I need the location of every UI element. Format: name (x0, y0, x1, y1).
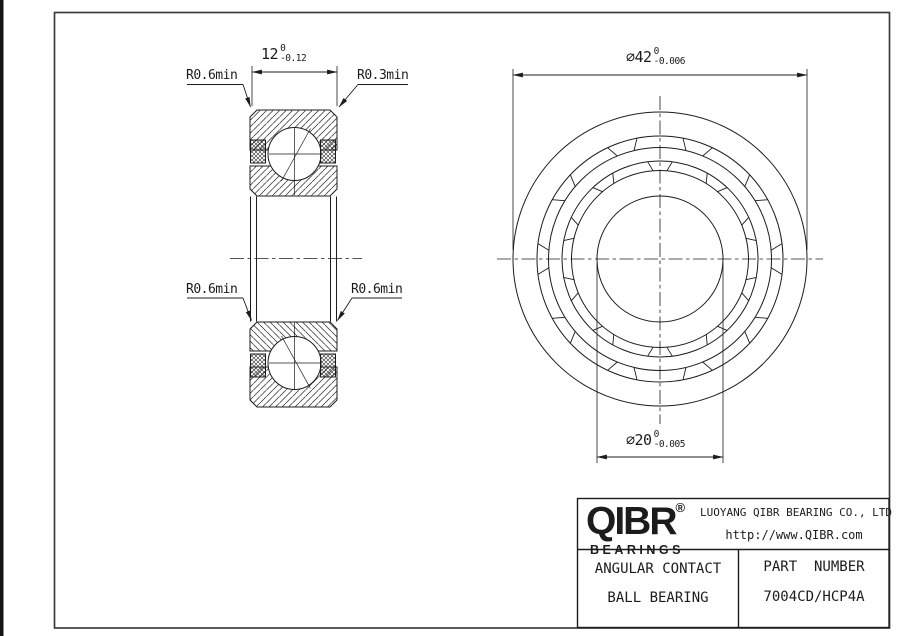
dimension-bore-lower: -0.005 (653, 439, 685, 451)
company-website: http://www.QIBR.com (725, 528, 863, 542)
dimension-width (261, 44, 306, 65)
dimension-bore-tolerance (654, 430, 685, 451)
bore-edges (251, 197, 337, 322)
part-number-label: PART NUMBER (763, 559, 865, 575)
radius-label-mid-left: R0.6min (186, 282, 238, 297)
logo-subtitle: BEARINGS (590, 543, 684, 557)
cage-top-left (251, 140, 266, 163)
company-logo (586, 501, 685, 541)
radius-label-top-right: R0.3min (357, 68, 409, 83)
front-view (497, 69, 823, 463)
dimension-outer-diameter (626, 47, 685, 68)
dimension-od-upper: 0 (653, 46, 659, 57)
dimension-width-tolerance (280, 44, 306, 65)
cage-bottom-right (321, 354, 336, 377)
cage-bottom-left (251, 354, 266, 377)
front-view-centerlines (497, 96, 823, 424)
page-left-edge (0, 0, 4, 636)
dimension-od-lower: -0.006 (653, 56, 685, 68)
product-type-line1: ANGULAR CONTACT (594, 561, 722, 577)
dimension-bore-diameter (626, 430, 685, 451)
company-name: LUOYANG QIBR BEARING CO., LTD (700, 506, 893, 519)
logo-text: QIBR (586, 500, 676, 543)
dimension-od-nominal: ⌀42 (626, 47, 652, 66)
radius-label-top-left: R0.6min (186, 68, 238, 83)
radius-label-mid-right: R0.6min (351, 282, 403, 297)
dimension-width-nominal: 12 (261, 44, 279, 63)
section-view (187, 66, 408, 407)
dimension-width-upper: 0 (280, 43, 286, 54)
dimension-width-lower: -0.12 (280, 53, 307, 65)
dimension-width-lines (252, 66, 337, 106)
dimension-bore-nominal: ⌀20 (626, 430, 652, 449)
dimension-bore-upper: 0 (653, 429, 659, 440)
part-number-value: 7004CD/HCP4A (763, 589, 865, 605)
product-type-line2: BALL BEARING (607, 590, 709, 606)
cage-top-right (321, 140, 336, 163)
dimension-od-tolerance (654, 47, 685, 68)
registered-trademark-symbol: ® (675, 500, 686, 515)
